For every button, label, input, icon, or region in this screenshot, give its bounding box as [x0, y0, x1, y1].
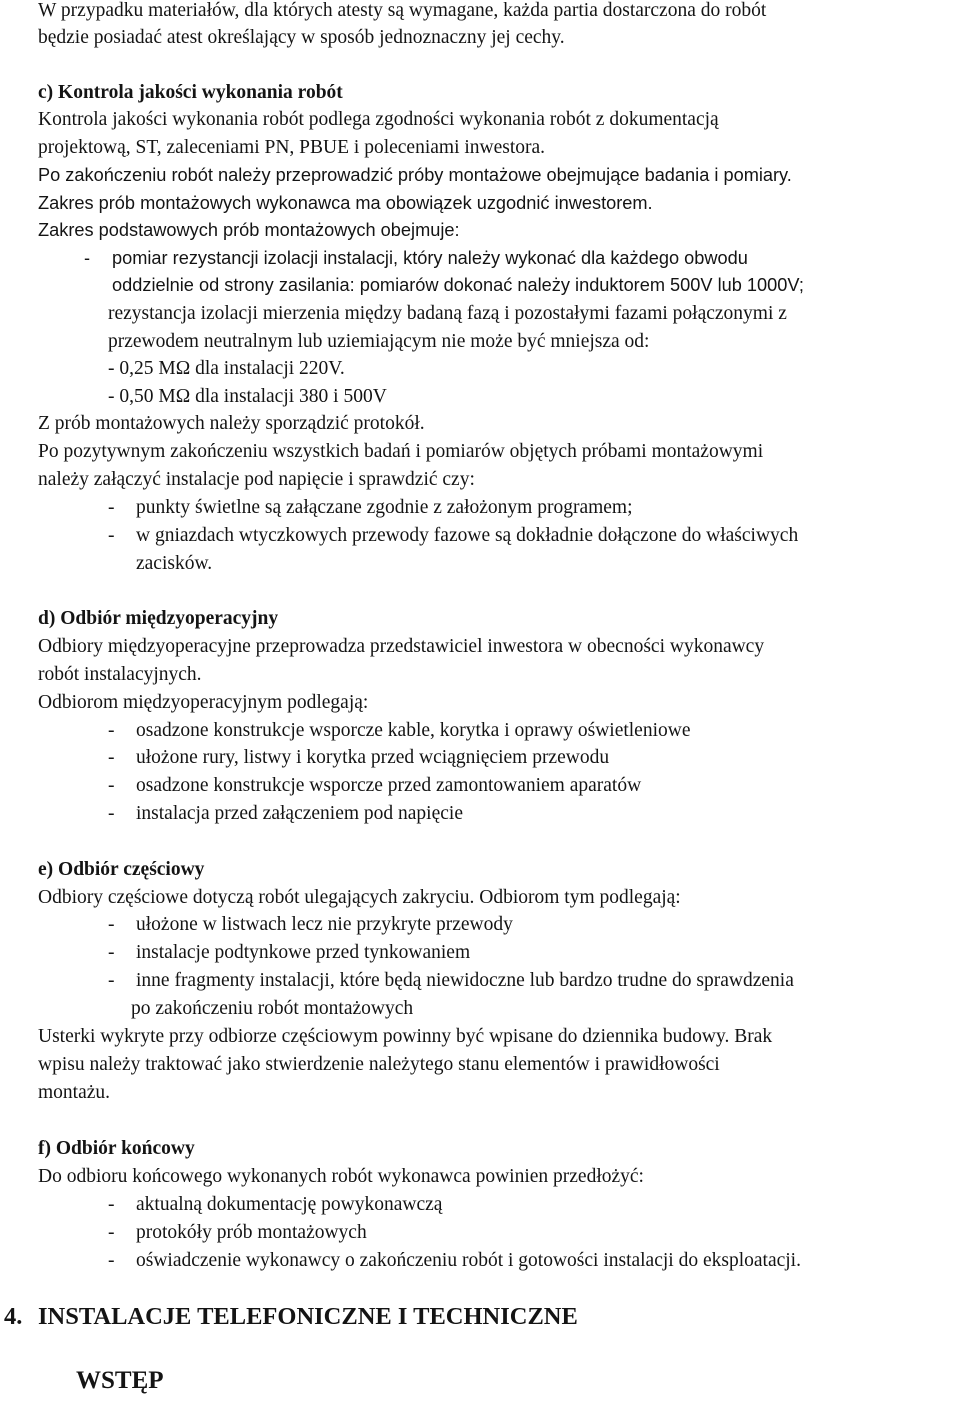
list-continuation: przewodem neutralnym lub uziemiającym nie może być mniejsza od: — [108, 331, 650, 352]
list-item — [108, 800, 463, 828]
list-item-text: ułożone w listwach lecz nie przykryte przewody — [136, 914, 513, 935]
section-f-line: Do odbioru końcowego wykonanych robót wykonawca powinien przedłożyć: — [38, 1166, 644, 1187]
section-d-line: Odbiory międzyoperacyjne przeprowadza przedstawiciel inwestora w obecności wykonawcy — [38, 636, 765, 657]
list-continuation: - 0,50 MΩ dla instalacji 380 i 500V — [108, 386, 387, 407]
list-dash: - — [108, 970, 115, 991]
list-item — [108, 744, 609, 772]
section-d-line: Odbiorom międzyoperacyjnym podlegają: — [38, 692, 369, 713]
section-f-heading: f) Odbiór końcowy — [38, 1138, 195, 1159]
list-item-text: instalacje podtynkowe przed tynkowaniem — [136, 942, 471, 963]
list-item — [108, 967, 794, 995]
section-c-line: Z prób montażowych należy sporządzić protokół. — [38, 413, 425, 434]
section-d-line: robót instalacyjnych. — [38, 664, 202, 685]
list-item-text: inne fragmenty instalacji, które będą niewidoczne lub bardzo trudne do sprawdzenia — [136, 970, 794, 991]
section-c-line: Zakres prób montażowych wykonawca ma obowiązek uzgodnić inwestorem. — [38, 193, 653, 213]
list-item — [108, 1247, 801, 1275]
list-item-text: osadzone konstrukcje wsporcze przed zamontowaniem aparatów — [136, 775, 642, 796]
list-item — [108, 911, 513, 939]
section-e-line: Usterki wykryte przy odbiorze częściowym powinny być wpisane do dziennika budowy. Brak — [38, 1026, 773, 1047]
section-c-line: należy załączyć instalacje pod napięcie i sprawdzić czy: — [38, 469, 475, 490]
list-continuation: po zakończeniu robót montażowych — [131, 998, 414, 1019]
section-c-heading: c) Kontrola jakości wykonania robót — [38, 82, 343, 103]
list-item — [108, 1191, 442, 1219]
section-e-line: montażu. — [38, 1082, 111, 1103]
list-dash: - — [108, 1222, 115, 1243]
chapter-heading — [4, 1303, 578, 1331]
list-continuation: - 0,25 MΩ dla instalacji 220V. — [108, 358, 345, 379]
section-e-line: Odbiory częściowe dotyczą robót ulegających zakryciu. Odbiorom tym podlegają: — [38, 887, 681, 908]
list-item-text: pomiar rezystancji izolacji instalacji, który należy wykonać dla każdego obwodu — [112, 248, 748, 268]
list-item-text: w gniazdach wtyczkowych przewody fazowe są dokładnie dołączone do właściwych — [136, 525, 799, 546]
list-continuation: zacisków. — [136, 553, 213, 574]
list-item-text: ułożone rury, listwy i korytka przed wciągnięciem przewodu — [136, 747, 610, 768]
list-dash: - — [84, 248, 91, 268]
list-item-text: oświadczenie wykonawcy o zakończeniu robót i gotowości instalacji do eksploatacji. — [136, 1250, 801, 1271]
subheading-wstep: WSTĘP — [76, 1367, 164, 1394]
list-dash: - — [108, 747, 115, 768]
list-item-text: instalacja przed załączeniem pod napięcie — [136, 803, 463, 824]
section-e-heading: e) Odbiór częściowy — [38, 859, 205, 880]
list-dash: - — [108, 720, 115, 741]
list-item — [108, 494, 633, 522]
list-item — [108, 939, 470, 967]
chapter-number: 4. — [4, 1303, 23, 1330]
list-continuation: rezystancja izolacji mierzenia między badaną fazą i pozostałymi fazami połączonymi z — [108, 303, 787, 324]
intro-line-2: będzie posiadać atest określający w sposób jednoznaczny jej cechy. — [38, 27, 565, 48]
section-c-line: Kontrola jakości wykonania robót podlega zgodności wykonania robót z dokumentacją — [38, 109, 719, 130]
list-item — [84, 245, 748, 273]
list-item-text: osadzone konstrukcje wsporcze kable, korytka i oprawy oświetleniowe — [136, 720, 691, 741]
chapter-title: INSTALACJE TELEFONICZNE I TECHNICZNE — [38, 1303, 578, 1330]
list-item — [108, 1219, 367, 1247]
list-dash: - — [108, 525, 115, 546]
list-dash: - — [108, 1250, 115, 1271]
list-item — [108, 717, 691, 745]
list-dash: - — [108, 914, 115, 935]
intro-line-1: W przypadku materiałów, dla których atesty są wymagane, każda partia dostarczona do robót — [38, 0, 767, 21]
list-item — [108, 772, 641, 800]
section-d-heading: d) Odbiór międzyoperacyjny — [38, 608, 279, 629]
list-dash: - — [108, 942, 115, 963]
list-dash: - — [108, 497, 115, 518]
section-c-line: Po zakończeniu robót należy przeprowadzić próby montażowe obejmujące badania i pomiary. — [38, 165, 792, 185]
section-c-line: Po pozytywnym zakończeniu wszystkich badań i pomiarów objętych próbami montażowymi — [38, 441, 764, 462]
list-dash: - — [108, 775, 115, 796]
list-dash: - — [108, 803, 115, 824]
list-item-text: punkty świetlne są załączane zgodnie z założonym programem; — [136, 497, 633, 518]
section-c-line: Zakres podstawowych prób montażowych obejmuje: — [38, 220, 460, 240]
list-item — [108, 522, 798, 550]
section-e-line: wpisu należy traktować jako stwierdzenie należytego stanu elementów i prawidłowości — [38, 1054, 720, 1075]
list-continuation: oddzielnie od strony zasilania: pomiarów dokonać należy induktorem 500V lub 1000V; — [112, 275, 804, 295]
list-item-text: protokóły prób montażowych — [136, 1222, 367, 1243]
list-dash: - — [108, 1194, 115, 1215]
section-c-line: projektową, ST, zaleceniami PN, PBUE i poleceniami inwestora. — [38, 137, 546, 158]
list-item-text: aktualną dokumentację powykonawczą — [136, 1194, 443, 1215]
